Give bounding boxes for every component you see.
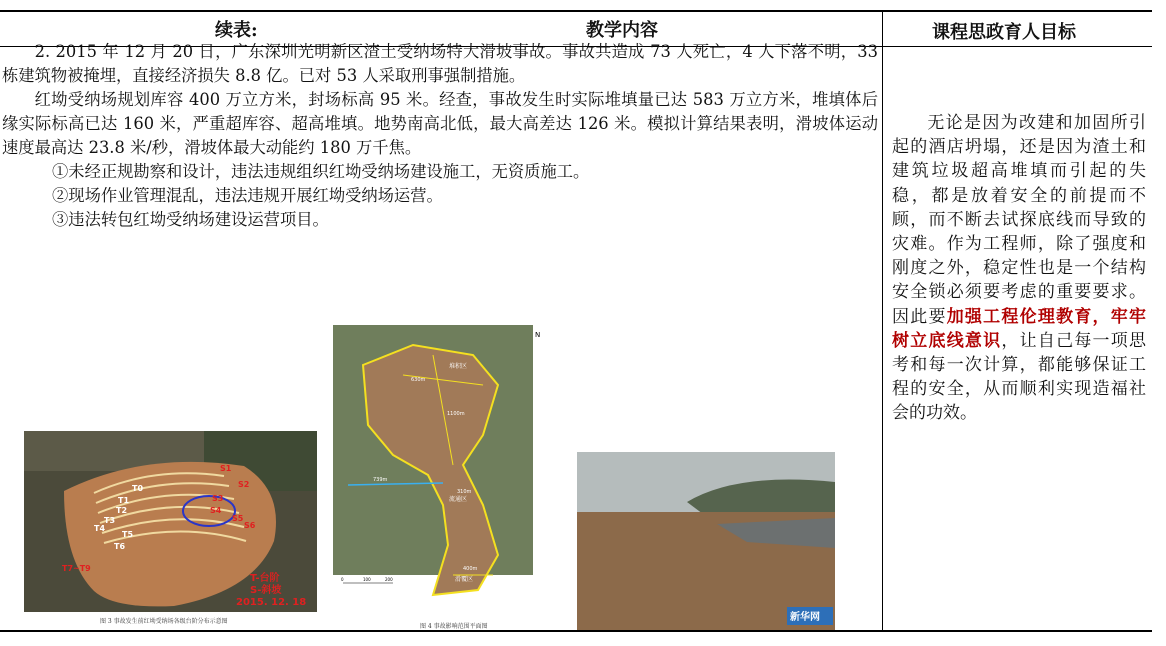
legend-terrace: T-台阶 [250, 573, 280, 584]
case-paragraph-2: 红坳受纳场规划库容 400 万立方米，封场标高 95 米。经查，事故发生时实际堆填量已达 583 万立方米，堆填体后缘实际标高已达 160 米，严重超库容、超高堆填。地势南高北低，最大高差达 126 米。模拟计算结果表明，滑坡体运动速度最高达 23.8 米/秒，滑坡体最大动能约 180 万千焦。 [2, 90, 878, 157]
header-education-goal: 课程思政育人目标 [932, 22, 1076, 43]
legend-slope: S-斜坡 [250, 585, 282, 596]
figure3-caption: 图 3 事故发生前红坳受纳场各级台阶分布示意图 [100, 618, 228, 625]
label-s5: S5 [232, 514, 244, 523]
header-teaching-content: 教学内容 [586, 20, 658, 41]
education-goal-cell [892, 111, 1146, 426]
scale-100: 100 [363, 577, 371, 582]
image-date: 2015. 12. 18 [236, 597, 307, 608]
label-t3: T3 [104, 516, 116, 525]
zone-flow: 流通区 [449, 496, 468, 503]
dim-400m: 400m [463, 566, 478, 572]
header-continued-label: 续表: [215, 20, 258, 41]
label-t6: T6 [114, 542, 126, 551]
label-t4: T4 [94, 524, 106, 533]
label-s1: S1 [220, 464, 232, 473]
label-t5: T5 [122, 530, 134, 539]
north-arrow-icon: N [535, 331, 541, 339]
goal-text-part1: 无论是因为改建和加固所引起的酒店坍塌，还是因为渣土和建筑垃圾超高堆填而引起的失稳，都是放着安全的前提而不顾，而不断去试探底线而导致的灾难。作为工程师，除了强度和刚度之外，稳定性也是一个结构安全锁必须要考虑的重要要求。因此要 [892, 113, 1146, 327]
cause-item-3: ③违法转包红坳受纳场建设运营项目。 [52, 210, 329, 229]
zone-accumulation: 堆积区 [449, 363, 468, 370]
dim-310m: 310m [457, 489, 472, 495]
label-t2: T2 [116, 506, 128, 515]
label-s4: S4 [210, 506, 222, 515]
figure4-caption: 图 4 事故影响范围平面图 [420, 623, 488, 630]
label-s3: S3 [212, 494, 224, 503]
dim-739m: 739m [373, 477, 388, 483]
xinhua-watermark: 新华网 [790, 612, 820, 623]
label-t7-t9: T7~T9 [62, 564, 91, 573]
label-t0: T0 [132, 484, 144, 493]
zone-slide: 滑覆区 [455, 576, 474, 583]
scale-0: 0 [341, 577, 344, 582]
cause-item-2: ②现场作业管理混乱，违法违规开展红坳受纳场运营。 [52, 186, 443, 205]
dim-630m: 630m [411, 377, 426, 383]
column-divider [882, 12, 883, 630]
scale-200: 200 [385, 577, 393, 582]
label-t1: T1 [118, 496, 130, 505]
cause-item-1: ①未经正规勘察和设计，违法违规组织红坳受纳场建设施工，无资质施工。 [52, 162, 590, 181]
case-paragraph-1: 2. 2015 年 12 月 20 日，广东深圳光明新区渣土受纳场特大滑坡事故。事故共造成 73 人死亡，4 人下落不明，33 栋建筑物被掩埋，直接经济损失 8.8 亿。已对 53 人采取刑事强制措施。 [2, 42, 878, 85]
goal-highlight: 加强工程伦理教育，牢牢树立底线意识 [892, 306, 1147, 351]
terrace-distribution-image [24, 431, 317, 612]
goal-text-part2: ，让自己每一项思考和每一次计算，都能够保证工程的安全，从而顺利实现造福社会的功效。 [892, 330, 1147, 424]
teaching-content-cell [2, 40, 878, 232]
label-s2: S2 [238, 480, 250, 489]
landslide-aerial-photo [577, 452, 835, 630]
affected-area-map [333, 325, 545, 616]
label-s6: S6 [244, 521, 256, 530]
dim-1100m: 1100m [447, 411, 465, 417]
